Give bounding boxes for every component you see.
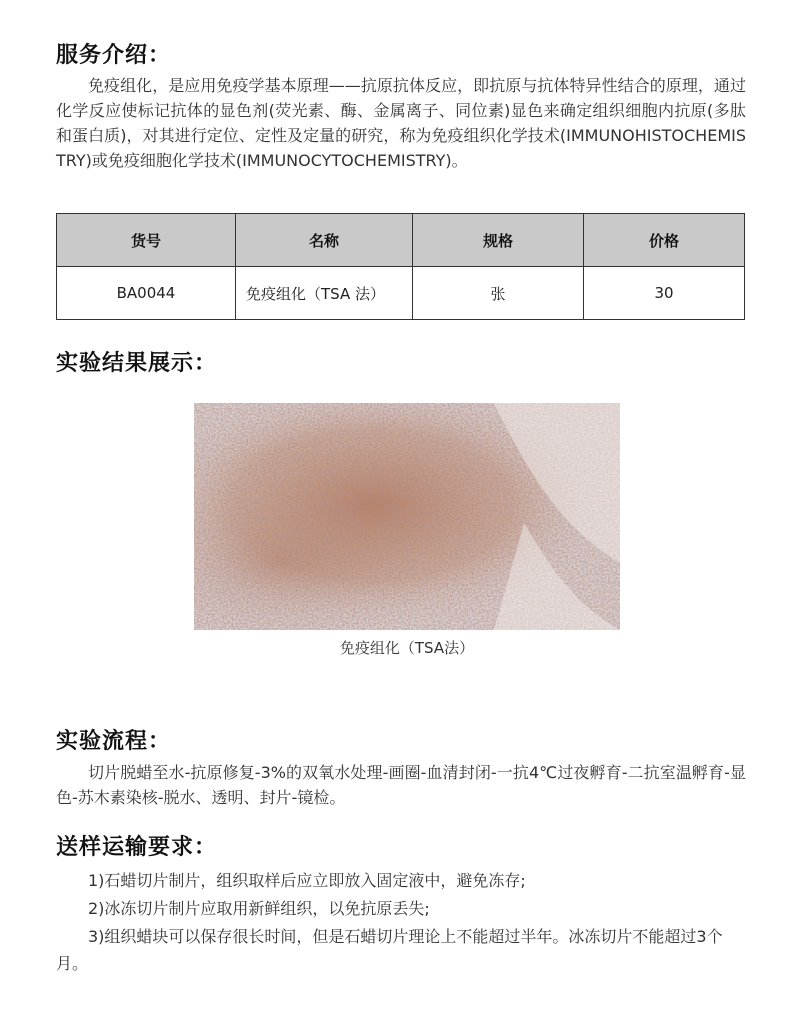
cell-name: 免疫组化（TSA 法）: [236, 267, 413, 320]
workflow-text: 切片脱蜡至水-抗原修复-3%的双氧水处理-画圈-血清封闭-一抗4℃过夜孵育-二抗室温孵育-显色-苏木素染核-脱水、透明、封片-镜检。: [56, 763, 746, 807]
table-row: [57, 267, 745, 320]
service-table: [56, 213, 745, 320]
header-name: 名称: [236, 214, 413, 267]
header-sku: 货号: [57, 214, 236, 267]
results-title: 实验结果展示：: [56, 351, 218, 376]
shipping-item-3: 3)组织蜡块可以保存很长时间，但是石蜡切片理论上不能超过半年。冰冻切片不能超过3个月。: [56, 927, 723, 973]
cell-price: 30: [584, 267, 745, 320]
shipping-title: 送样运输要求：: [56, 835, 218, 860]
service-description: 免疫组化，是应用免疫学基本原理——抗原抗体反应，即抗原与抗体特异性结合的原理，通过化学反应使标记抗体的显色剂(荧光素、酶、金属离子、同位素)显色来确定组织细胞内抗原(多肽和蛋白质)，对其进行定位、定性及定量的研究，称为免疫组织化学技术(IMMUNOHISTOCHEMISTRY)或免疫细胞化学技术(IMMUNOCYTOCHEMISTRY)。: [56, 76, 746, 170]
cell-spec: 张: [413, 267, 584, 320]
table-header-row: [57, 214, 745, 267]
shipping-item-1: 1)石蜡切片制片，组织取样后应立即放入固定液中，避免冻存;: [88, 871, 526, 890]
header-price: 价格: [584, 214, 745, 267]
service-title: 服务介绍：: [56, 43, 172, 68]
header-spec: 规格: [413, 214, 584, 267]
micrograph-caption: 免疫组化（TSA法）: [339, 639, 475, 657]
workflow-title: 实验流程：: [56, 729, 172, 754]
cell-sku: BA0044: [57, 267, 236, 320]
shipping-item-2: 2)冰冻切片制片应取用新鲜组织，以免抗原丢失;: [88, 899, 430, 918]
ihc-micrograph: [194, 403, 620, 630]
